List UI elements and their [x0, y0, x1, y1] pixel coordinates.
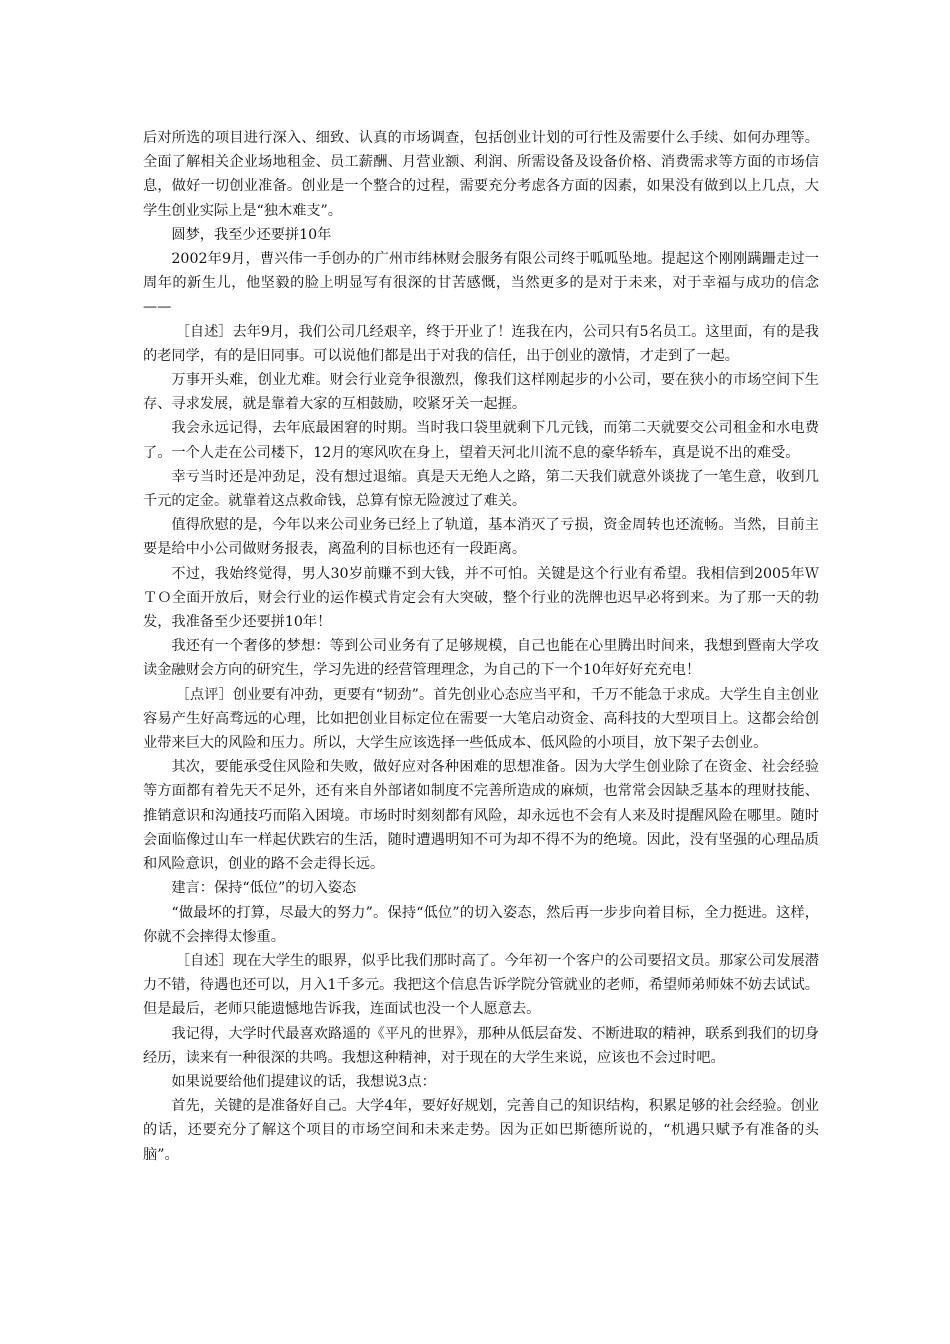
paragraph-17: 首先，关键的是准备好自己。大学4年，要好好规划，完善自己的知识结构，积累足够的社会经验。创业的话，还要充分了解这个项目的市场空间和未来走势。因为正如巴斯德所说的，“机遇只赋予有准备的头脑”。 — [143, 1098, 819, 1163]
paragraph-9: 我还有一个奢侈的梦想：等到公司业务有了足够规模，自己也能在心里腾出时间来，我想到暨南大学攻读金融财会方向的研究生，学习先进的经营管理理念，为自己的下一个10年好好充充电！ — [143, 638, 819, 679]
paragraph-16: 如果说要给他们提建议的话，我想说3点： — [171, 1073, 436, 1090]
paragraph-5: 我会永远记得，去年底最困窘的时期。当时我口袋里就剩下几元钱，而第二天就要交公司租金和水电费了。一个人走在公司楼下，12月的寒风吹在身上，望着天河北川流不息的豪华轿车，真是说不出的难受。 — [143, 420, 819, 461]
section-heading-dream: 圆梦，我至少还要拼10年 — [171, 226, 332, 243]
paragraph-13: “做最坏的打算，尽最大的努力”。保持“低位”的切入姿态，然后再一步步向着目标，全力挺进。这样，你就不会摔得太惨重。 — [143, 904, 819, 945]
paragraph-7: 值得欣慰的是，今年以来公司业务已经上了轨道，基本消灭了亏损，资金周转也还流畅。当然，目前主要是给中小公司做财务报表，离盈利的目标也还有一段距离。 — [143, 517, 819, 558]
paragraph-8: 不过，我始终觉得，男人30岁前赚不到大钱，并不可怕。关键是这个行业有希望。我相信到2005年ＷＴＯ全面开放后，财会行业的运作模式肯定会有大突破，整个行业的洗牌也迟早必将到来。为了那一天的勃发，我准备至少还要拼10年！ — [143, 565, 819, 631]
paragraph-commentary: ［点评］创业要有冲劲，更要有“韧劲”。首先创业心态应当平和，千万不能急于求成。大学生自主创业容易产生好高骛远的心理，比如把创业目标定位在需要一大笔启动资金、高科技的大型项目上。这都会给创业带来巨大的风险和压力。所以，大学生应该选择一些低成本、低风险的小项目，放下架子去创业。 — [143, 686, 819, 752]
paragraph-1: 后对所选的项目进行深入、细致、认真的市场调查，包括创业计划的可行性及需要什么手续、如何办理等。全面了解相关企业场地租金、员工薪酬、月营业额、利润、所需设备及设备价格、消费需求等方面的市场信息，做好一切创业准备。创业是一个整合的过程，需要充分考虑各方面的因素，如果没有做到以上几点，大学生创业实际上是“独木难支”。 — [143, 130, 819, 219]
paragraph-self-account-2: ［自述］现在大学生的眼界，似乎比我们那时高了。今年初一个客户的公司要招文员。那家公司发展潜力不错，待遇也还可以，月入1千多元。我把这个信息告诉学院分管就业的老师，希望师弟师妹不妨去试试。但是最后，老师只能遗憾地告诉我，连面试也没一个人愿意去。 — [143, 952, 819, 1018]
paragraph-4: 万事开头难，创业尤难。财会行业竞争很激烈，像我们这样刚起步的小公司，要在狭小的市场空间下生存、寻求发展，就是靠着大家的互相鼓励，咬紧牙关一起捱。 — [143, 372, 819, 413]
section-heading-advice: 建言：保持“低位”的切入姿态 — [171, 880, 357, 897]
paragraph-intro: 2002年9月，曹兴伟一手创办的广州市纬林财会服务有限公司终于呱呱坠地。提起这个刚刚蹒跚走过一周年的新生儿，他坚毅的脸上明显写有很深的甘苦感慨，当然更多的是对于未来，对于幸福与成功的信念—— — [143, 251, 819, 316]
paragraph-15: 我记得，大学时代最喜欢路遥的《平凡的世界》，那种从低层奋发、不断进取的精神，联系到我们的切身经历，读来有一种很深的共鸣。我想这种精神，对于现在的大学生来说，应该也不会过时吧。 — [143, 1025, 819, 1066]
paragraph-6: 幸亏当时还是冲劲足，没有想过退缩。真是天无绝人之路，第二天我们就意外谈拢了一笔生意，收到几千元的定金。就靠着这点救命钱，总算有惊无险渡过了难关。 — [143, 468, 819, 510]
paragraph-11: 其次，要能承受住风险和失败，做好应对各种困难的思想准备。因为大学生创业除了在资金、社会经验等方面都有着先天不足外，还有来自外部诸如制度不完善所造成的麻烦，也常常会因缺乏基本的理财技能、推销意识和沟通技巧而陷入困境。市场时时刻刻都有风险，却永远也不会有人来及时提醒风险在哪里。随时会面临像过山车一样起伏跌宕的生活，随时遭遇明知不可为却不得不为的绝境。因此，没有坚强的心理品质和风险意识，创业的路不会走得长远。 — [143, 759, 819, 873]
document-body — [143, 126, 819, 1167]
paragraph-self-account-1: ［自述］去年9月，我们公司几经艰辛，终于开业了！连我在内，公司只有5名员工。这里面，有的是我的老同学，有的是旧同事。可以说他们都是出于对我的信任，出于创业的激情，才走到了一起。 — [143, 323, 819, 364]
